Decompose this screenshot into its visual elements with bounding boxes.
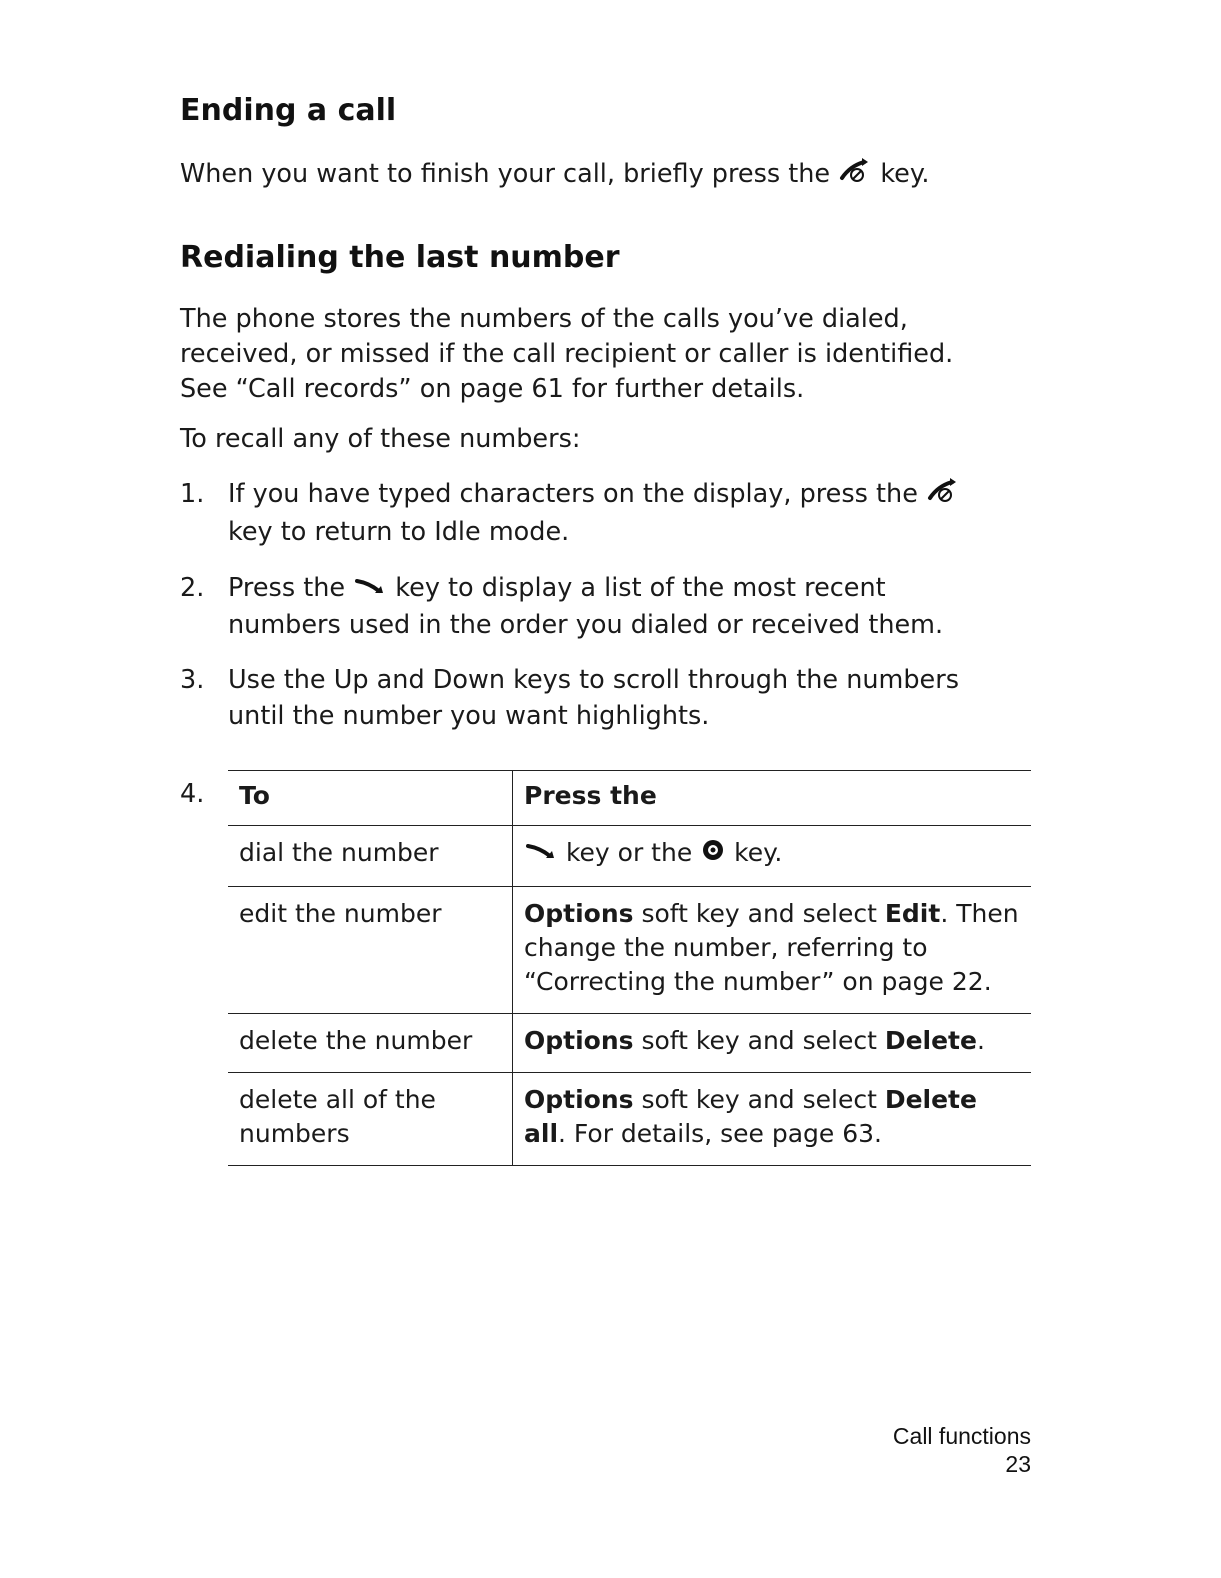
cell-press (513, 826, 1032, 887)
cell-press (513, 1013, 1032, 1072)
table-row (228, 1072, 1031, 1165)
bold-options: Options (524, 1084, 634, 1114)
table-header-row (228, 771, 1031, 826)
cell-text: soft key and select (633, 1025, 885, 1055)
ending-call-text-before: When you want to finish your call, briefly press the (180, 159, 831, 189)
step-2-prefix: Press the (228, 573, 346, 603)
step-number: 1. (180, 479, 205, 509)
cell-text: . (976, 1025, 985, 1055)
cell-to: delete the number (228, 1013, 513, 1072)
end-key-icon (838, 156, 872, 194)
cell-text: soft key and select (633, 1084, 885, 1114)
cell-text: soft key and select (633, 898, 885, 928)
footer-page-number: 23 (1005, 1451, 1031, 1477)
bold-options: Options (524, 1025, 634, 1055)
ending-call-text (180, 156, 1040, 194)
ending-call-text-after: key. (880, 159, 930, 189)
heading-redialing: Redialing the last number (180, 240, 620, 275)
redial-intro-line-2: received, or missed if the call recipient or caller is identified. (180, 339, 954, 369)
cell-to (228, 1072, 513, 1165)
table-row (228, 886, 1031, 1013)
cell-to-line-2: numbers (239, 1118, 350, 1148)
table-row (228, 826, 1031, 887)
bold-options: Options (524, 898, 634, 928)
redial-intro-line-3: See “Call records” on page 61 for further details. (180, 374, 805, 404)
page-footer (893, 1422, 1031, 1478)
bold-edit: Edit (884, 898, 941, 928)
step-2 (180, 570, 1040, 650)
step-number: 2. (180, 573, 205, 603)
end-key-icon (926, 476, 960, 514)
cell-press (513, 1072, 1032, 1165)
step-2-line-1: key to display a list of the most recent (395, 573, 886, 603)
cell-to: edit the number (228, 886, 513, 1013)
cell-to-line-1: delete all of the (239, 1084, 436, 1114)
cell-press-mid: key or the (565, 838, 693, 867)
key-action-table (228, 770, 1031, 1166)
cell-text: . Then change the number, referring to “Correcting the number” on page 22. (524, 898, 1019, 996)
step-3 (180, 662, 1040, 742)
cell-to: dial the number (228, 826, 513, 887)
redial-intro-line-1: The phone stores the numbers of the calls you’ve dialed, (180, 304, 908, 334)
step-number: 3. (180, 665, 205, 695)
cell-press (513, 886, 1032, 1013)
table-row (228, 1013, 1031, 1072)
recall-intro: To recall any of these numbers: (180, 424, 581, 454)
step-1 (180, 476, 1040, 556)
voice-dial-key-icon (700, 837, 726, 872)
send-key-icon (524, 837, 558, 871)
cell-press-end: key. (734, 838, 783, 867)
heading-ending-a-call: Ending a call (180, 93, 397, 128)
header-to: To (228, 771, 513, 826)
step-1-line-2: key to return to Idle mode. (228, 517, 570, 547)
bold-delete: Delete (884, 1025, 977, 1055)
footer-section-name: Call functions (892, 1423, 1031, 1449)
step-2-line-2: numbers used in the order you dialed or received them. (228, 610, 944, 640)
step-number: 4. (180, 779, 205, 809)
redial-intro (180, 302, 1040, 407)
send-key-icon (353, 571, 387, 607)
step-1-line-1: If you have typed characters on the display, press the (228, 479, 918, 509)
cell-text: . For details, see page 63. (558, 1118, 882, 1148)
bold-delete-all: Delete all (524, 1084, 977, 1148)
step-3-line-1: Use the Up and Down keys to scroll through the numbers (228, 665, 959, 695)
header-press-the: Press the (524, 781, 657, 810)
step-3-line-2: until the number you want highlights. (228, 701, 710, 731)
